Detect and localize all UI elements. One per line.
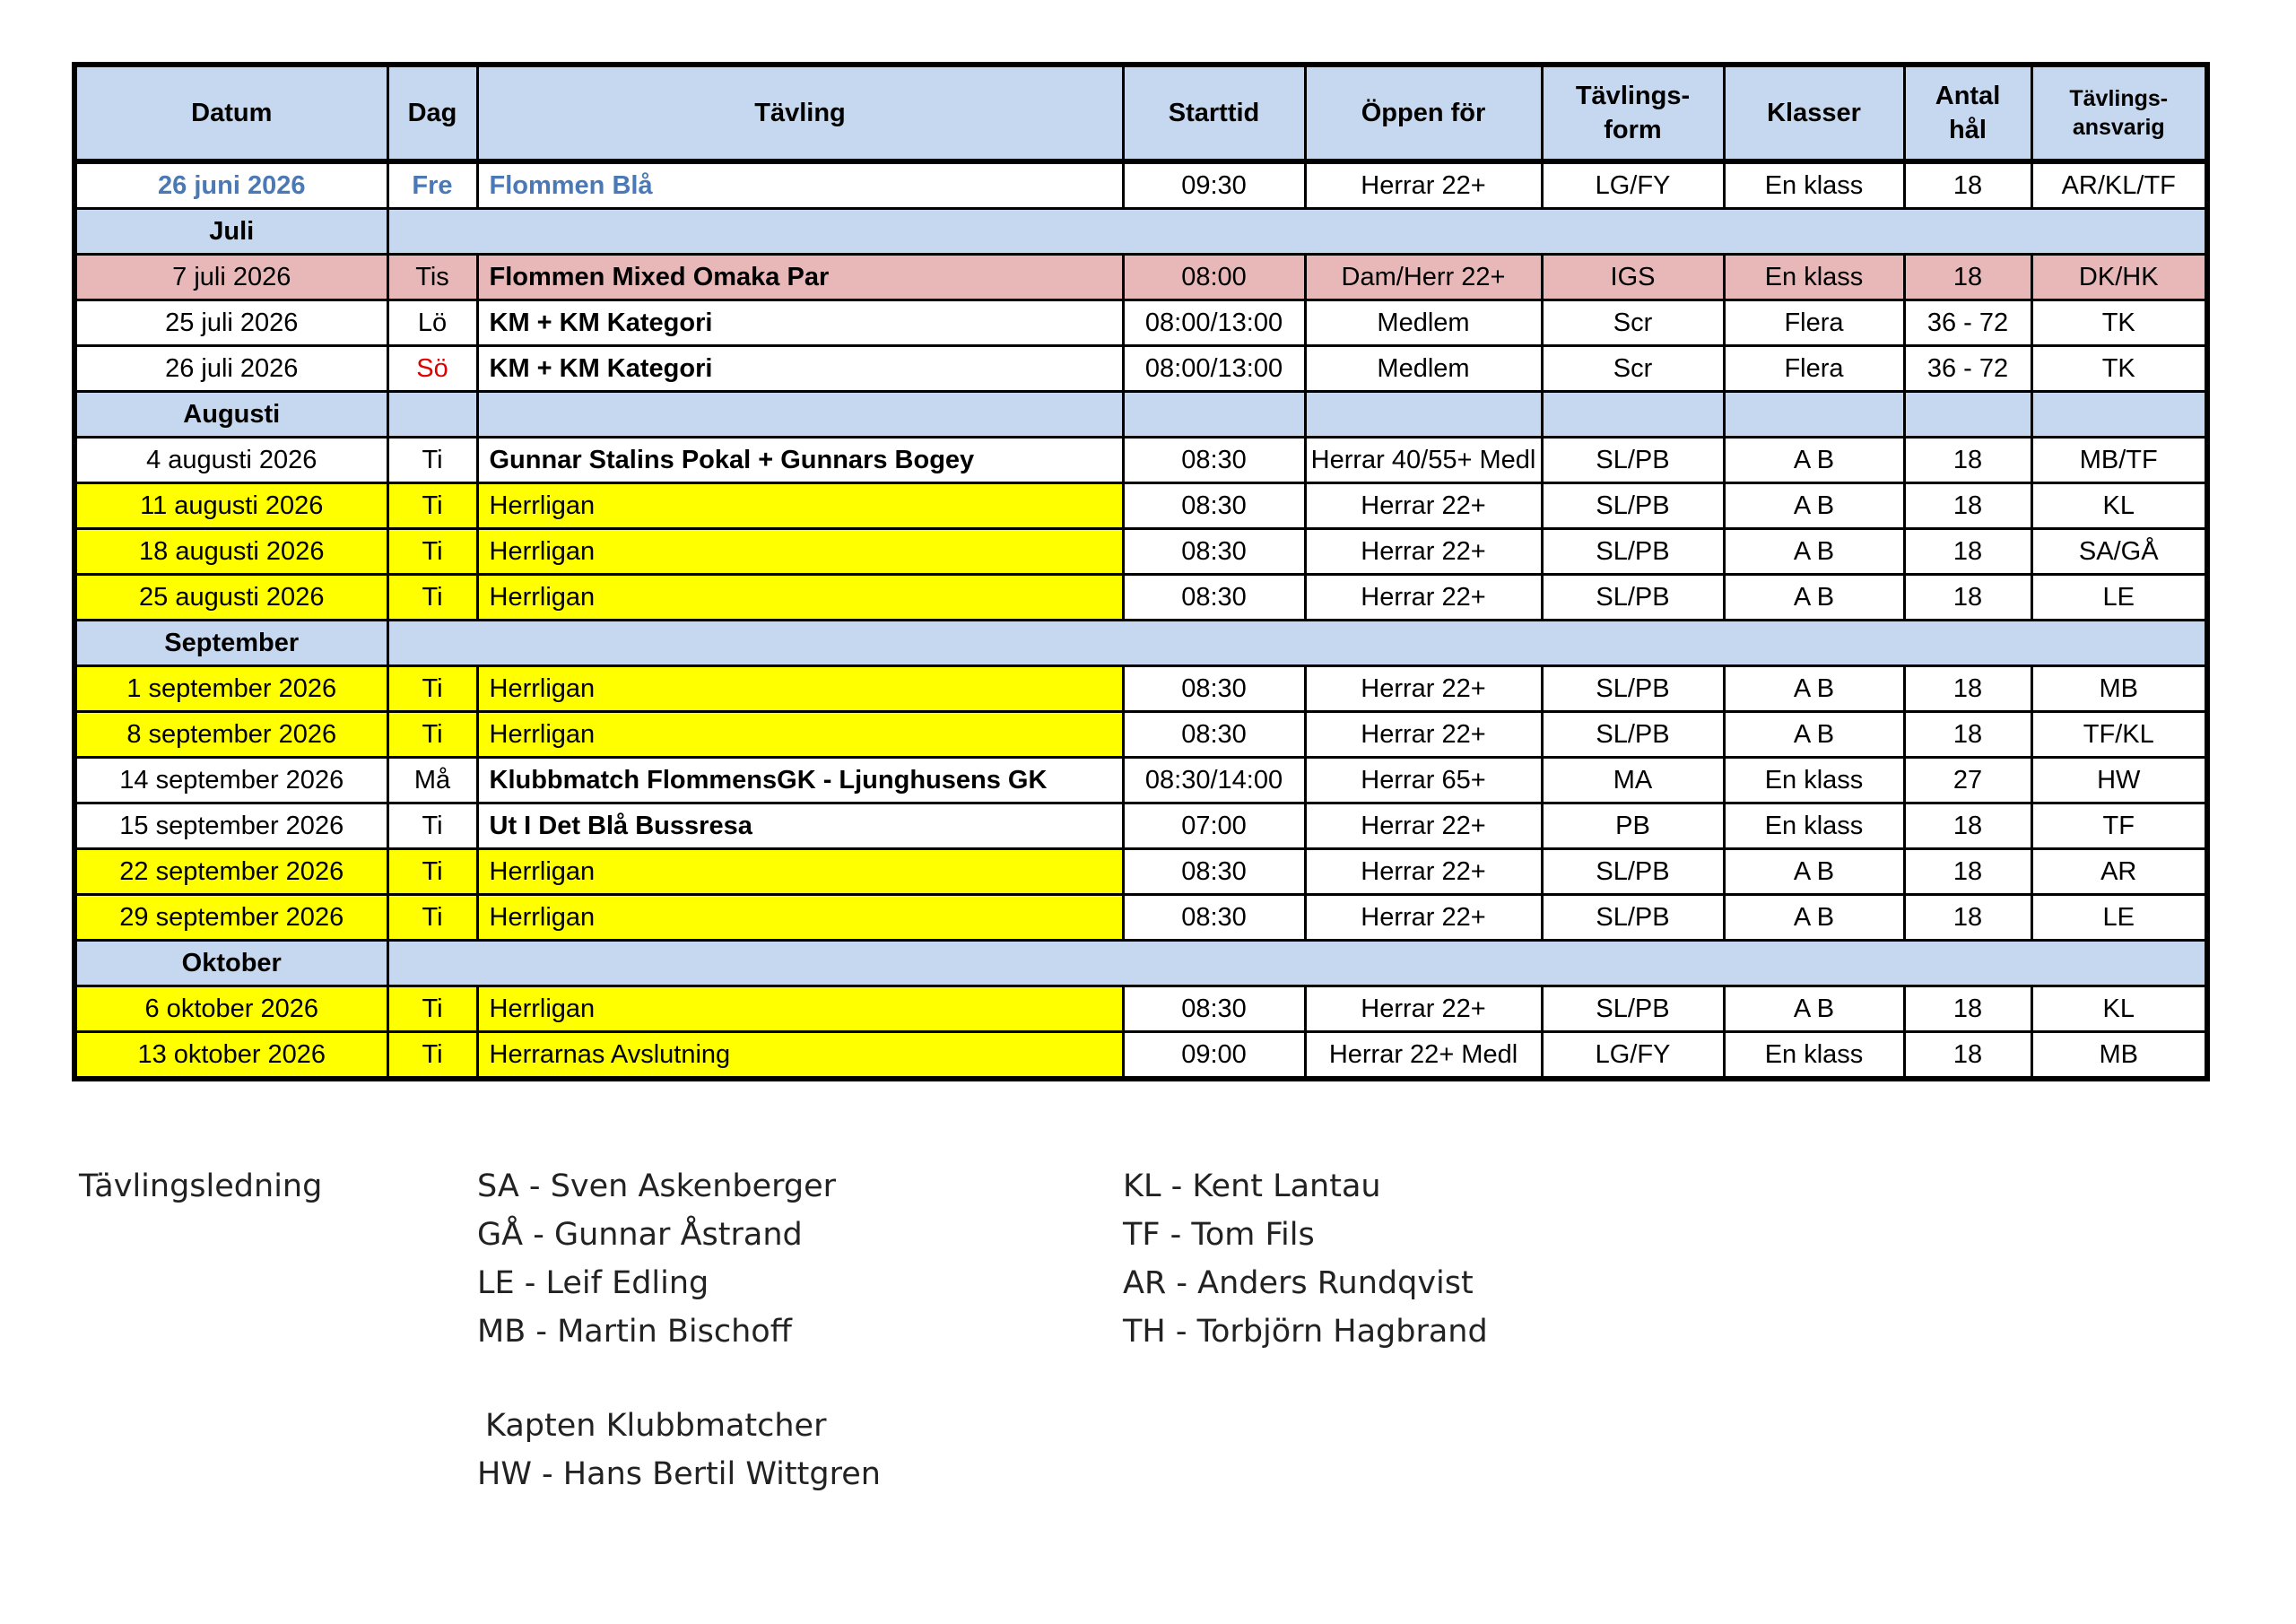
cell-datum: 6 oktober 2026: [74, 986, 387, 1032]
cell-tavlingsansvarig: KL: [2031, 483, 2207, 529]
legend-title: Tävlingsledning: [79, 1168, 323, 1204]
competition-schedule-table: [72, 62, 2210, 1081]
cell-starttid: 08:30/14:00: [1123, 758, 1305, 803]
cell-tavlingsansvarig: LE: [2031, 895, 2207, 941]
cell-tavling: Herrligan: [477, 895, 1123, 941]
cell-tavling: Gunnar Stalins Pokal + Gunnars Bogey: [477, 438, 1123, 483]
cell-antal-hal: 18: [1904, 986, 2031, 1032]
cell-antal-hal: 18: [1904, 575, 2031, 621]
month-label: Augusti: [74, 392, 387, 438]
header-oppen-for: Öppen för: [1305, 65, 1542, 161]
cell-starttid: 09:00: [1123, 1032, 1305, 1080]
cell-oppen-for: Dam/Herr 22+: [1305, 255, 1542, 300]
legend-entry: AR - Anders Rundqvist: [1123, 1265, 1474, 1301]
cell-datum: 4 augusti 2026: [74, 438, 387, 483]
cell-tavlingsform: SL/PB: [1542, 712, 1724, 758]
cell-starttid: 08:30: [1123, 529, 1305, 575]
cell-datum: 11 augusti 2026: [74, 483, 387, 529]
cell-tavlingsansvarig: HW: [2031, 758, 2207, 803]
legend-entry: TF - Tom Fils: [1123, 1217, 1315, 1253]
month-filler: [1724, 392, 1904, 438]
cell-klasser: En klass: [1724, 255, 1904, 300]
cell-klasser: A B: [1724, 483, 1904, 529]
cell-tavlingsform: LG/FY: [1542, 1032, 1724, 1080]
cell-tavling: Herrligan: [477, 575, 1123, 621]
cell-oppen-for: Herrar 22+: [1305, 803, 1542, 849]
cell-oppen-for: Herrar 65+: [1305, 758, 1542, 803]
cell-antal-hal: 18: [1904, 849, 2031, 895]
cell-dag: Ti: [387, 529, 477, 575]
cell-klasser: Flera: [1724, 346, 1904, 392]
month-row: [74, 209, 2207, 255]
cell-klasser: A B: [1724, 712, 1904, 758]
header-tavlingsansvarig: Tävlings- ansvarig: [2031, 65, 2207, 161]
cell-starttid: 09:30: [1123, 161, 1305, 209]
cell-starttid: 08:30: [1123, 849, 1305, 895]
cell-klasser: A B: [1724, 666, 1904, 712]
event-row: [74, 300, 2207, 346]
cell-antal-hal: 27: [1904, 758, 2031, 803]
cell-tavling: Ut I Det Blå Bussresa: [477, 803, 1123, 849]
legend-entry: TH - Torbjörn Hagbrand: [1123, 1314, 1488, 1350]
month-filler: [387, 392, 477, 438]
cell-tavlingsform: IGS: [1542, 255, 1724, 300]
cell-tavlingsform: LG/FY: [1542, 161, 1724, 209]
captain-title: Kapten Klubbmatcher: [485, 1408, 827, 1444]
cell-dag: Ti: [387, 483, 477, 529]
header-tavlingsform: Tävlings- form: [1542, 65, 1724, 161]
cell-oppen-for: Herrar 22+: [1305, 895, 1542, 941]
legend-column-1: [477, 1162, 836, 1356]
cell-antal-hal: 18: [1904, 161, 2031, 209]
month-filler: [1123, 392, 1305, 438]
legend-column-2: [1123, 1162, 1488, 1356]
cell-starttid: 08:00/13:00: [1123, 300, 1305, 346]
cell-datum: 26 juli 2026: [74, 346, 387, 392]
cell-datum: 29 september 2026: [74, 895, 387, 941]
cell-tavlingsform: SL/PB: [1542, 438, 1724, 483]
cell-starttid: 08:00: [1123, 255, 1305, 300]
schedule-body: [74, 161, 2207, 1079]
event-row: [74, 712, 2207, 758]
month-filler: [387, 209, 2207, 255]
header-datum: Datum: [74, 65, 387, 161]
cell-tavlingsansvarig: SA/GÅ: [2031, 529, 2207, 575]
cell-starttid: 08:30: [1123, 895, 1305, 941]
cell-datum: 25 juli 2026: [74, 300, 387, 346]
cell-starttid: 08:30: [1123, 986, 1305, 1032]
cell-tavling: Herrligan: [477, 529, 1123, 575]
cell-klasser: A B: [1724, 986, 1904, 1032]
cell-tavling: Herrligan: [477, 712, 1123, 758]
header-tavling: Tävling: [477, 65, 1123, 161]
cell-oppen-for: Herrar 22+: [1305, 666, 1542, 712]
cell-dag: Ti: [387, 438, 477, 483]
cell-starttid: 07:00: [1123, 803, 1305, 849]
header-dag: Dag: [387, 65, 477, 161]
cell-klasser: A B: [1724, 529, 1904, 575]
cell-oppen-for: Herrar 22+: [1305, 986, 1542, 1032]
cell-tavling: Flommen Blå: [477, 161, 1123, 209]
cell-klasser: A B: [1724, 438, 1904, 483]
legend-entry: SA - Sven Askenberger: [477, 1168, 837, 1204]
cell-tavling: Herrligan: [477, 986, 1123, 1032]
captain-entry: HW - Hans Bertil Wittgren: [477, 1456, 881, 1492]
cell-tavlingsform: SL/PB: [1542, 483, 1724, 529]
cell-tavlingsform: SL/PB: [1542, 529, 1724, 575]
cell-tavling: Klubbmatch FlommensGK - Ljunghusens GK: [477, 758, 1123, 803]
cell-dag: Må: [387, 758, 477, 803]
cell-klasser: A B: [1724, 895, 1904, 941]
cell-starttid: 08:30: [1123, 438, 1305, 483]
cell-datum: 18 augusti 2026: [74, 529, 387, 575]
cell-tavlingsansvarig: MB: [2031, 1032, 2207, 1080]
month-label: Juli: [74, 209, 387, 255]
cell-dag: Ti: [387, 986, 477, 1032]
cell-klasser: En klass: [1724, 803, 1904, 849]
cell-tavlingsansvarig: MB/TF: [2031, 438, 2207, 483]
cell-oppen-for: Herrar 22+: [1305, 161, 1542, 209]
month-filler: [1542, 392, 1724, 438]
cell-starttid: 08:30: [1123, 575, 1305, 621]
cell-dag: Ti: [387, 895, 477, 941]
event-row: [74, 758, 2207, 803]
event-row: [74, 803, 2207, 849]
cell-dag: Sö: [387, 346, 477, 392]
cell-antal-hal: 18: [1904, 529, 2031, 575]
month-row: [74, 941, 2207, 986]
cell-dag: Tis: [387, 255, 477, 300]
cell-dag: Ti: [387, 575, 477, 621]
cell-oppen-for: Herrar 22+: [1305, 575, 1542, 621]
cell-tavlingsansvarig: LE: [2031, 575, 2207, 621]
cell-antal-hal: 18: [1904, 895, 2031, 941]
cell-antal-hal: 18: [1904, 483, 2031, 529]
month-label: Oktober: [74, 941, 387, 986]
legend-entry: LE - Leif Edling: [477, 1265, 709, 1301]
cell-datum: 26 juni 2026: [74, 161, 387, 209]
cell-tavling: Herrarnas Avslutning: [477, 1032, 1123, 1080]
cell-klasser: Flera: [1724, 300, 1904, 346]
cell-starttid: 08:30: [1123, 666, 1305, 712]
cell-tavling: Flommen Mixed Omaka Par: [477, 255, 1123, 300]
cell-datum: 7 juli 2026: [74, 255, 387, 300]
cell-antal-hal: 18: [1904, 712, 2031, 758]
cell-starttid: 08:30: [1123, 483, 1305, 529]
cell-starttid: 08:30: [1123, 712, 1305, 758]
cell-datum: 1 september 2026: [74, 666, 387, 712]
table-header-row: [74, 65, 2207, 161]
cell-tavlingsform: SL/PB: [1542, 986, 1724, 1032]
cell-tavlingsform: MA: [1542, 758, 1724, 803]
cell-oppen-for: Herrar 22+: [1305, 849, 1542, 895]
cell-oppen-for: Herrar 22+ Medl: [1305, 1032, 1542, 1080]
month-row: [74, 621, 2207, 666]
cell-tavlingsansvarig: MB: [2031, 666, 2207, 712]
cell-klasser: En klass: [1724, 161, 1904, 209]
event-row: [74, 986, 2207, 1032]
event-row: [74, 666, 2207, 712]
cell-tavlingsansvarig: KL: [2031, 986, 2207, 1032]
month-row: [74, 392, 2207, 438]
cell-tavling: KM + KM Kategori: [477, 300, 1123, 346]
header-antal-hal: Antal hål: [1904, 65, 2031, 161]
cell-dag: Lö: [387, 300, 477, 346]
cell-tavlingsform: SL/PB: [1542, 666, 1724, 712]
cell-dag: Ti: [387, 803, 477, 849]
cell-klasser: A B: [1724, 849, 1904, 895]
cell-tavlingsform: SL/PB: [1542, 895, 1724, 941]
cell-tavlingsansvarig: TF/KL: [2031, 712, 2207, 758]
cell-tavlingsform: PB: [1542, 803, 1724, 849]
cell-oppen-for: Herrar 22+: [1305, 529, 1542, 575]
cell-antal-hal: 18: [1904, 438, 2031, 483]
cell-tavling: KM + KM Kategori: [477, 346, 1123, 392]
month-label: September: [74, 621, 387, 666]
event-row: [74, 575, 2207, 621]
cell-antal-hal: 36 - 72: [1904, 346, 2031, 392]
event-row: [74, 1032, 2207, 1080]
cell-antal-hal: 18: [1904, 1032, 2031, 1080]
cell-tavlingsform: SL/PB: [1542, 849, 1724, 895]
event-row: [74, 895, 2207, 941]
event-row: [74, 438, 2207, 483]
cell-dag: Fre: [387, 161, 477, 209]
cell-datum: 13 oktober 2026: [74, 1032, 387, 1080]
cell-oppen-for: Medlem: [1305, 300, 1542, 346]
cell-tavling: Herrligan: [477, 849, 1123, 895]
legend-entry: GÅ - Gunnar Åstrand: [477, 1217, 803, 1253]
event-row: [74, 529, 2207, 575]
event-row: [74, 161, 2207, 209]
month-filler: [477, 392, 1123, 438]
cell-tavling: Herrligan: [477, 666, 1123, 712]
cell-datum: 25 augusti 2026: [74, 575, 387, 621]
header-klasser: Klasser: [1724, 65, 1904, 161]
cell-tavlingsansvarig: TK: [2031, 300, 2207, 346]
cell-antal-hal: 18: [1904, 255, 2031, 300]
cell-antal-hal: 36 - 72: [1904, 300, 2031, 346]
cell-tavlingsansvarig: TK: [2031, 346, 2207, 392]
event-row: [74, 346, 2207, 392]
cell-dag: Ti: [387, 1032, 477, 1080]
cell-datum: 8 september 2026: [74, 712, 387, 758]
cell-antal-hal: 18: [1904, 666, 2031, 712]
cell-dag: Ti: [387, 712, 477, 758]
event-row: [74, 849, 2207, 895]
cell-tavlingsansvarig: DK/HK: [2031, 255, 2207, 300]
cell-tavlingsform: Scr: [1542, 346, 1724, 392]
cell-klasser: En klass: [1724, 758, 1904, 803]
cell-tavlingsansvarig: AR/KL/TF: [2031, 161, 2207, 209]
cell-oppen-for: Herrar 22+: [1305, 483, 1542, 529]
cell-oppen-for: Medlem: [1305, 346, 1542, 392]
legend-entry: KL - Kent Lantau: [1123, 1168, 1381, 1204]
cell-oppen-for: Herrar 40/55+ Medl: [1305, 438, 1542, 483]
cell-starttid: 08:00/13:00: [1123, 346, 1305, 392]
cell-dag: Ti: [387, 666, 477, 712]
cell-antal-hal: 18: [1904, 803, 2031, 849]
cell-tavlingsansvarig: TF: [2031, 803, 2207, 849]
month-filler: [387, 621, 2207, 666]
month-filler: [1305, 392, 1542, 438]
legend-entry: MB - Martin Bischoff: [477, 1314, 792, 1350]
cell-klasser: En klass: [1724, 1032, 1904, 1080]
cell-klasser: A B: [1724, 575, 1904, 621]
month-filler: [387, 941, 2207, 986]
cell-tavling: Herrligan: [477, 483, 1123, 529]
cell-tavlingsform: Scr: [1542, 300, 1724, 346]
legend-captain: [477, 1402, 881, 1498]
cell-datum: 15 september 2026: [74, 803, 387, 849]
event-row: [74, 255, 2207, 300]
month-filler: [2031, 392, 2207, 438]
cell-tavlingsansvarig: AR: [2031, 849, 2207, 895]
cell-oppen-for: Herrar 22+: [1305, 712, 1542, 758]
event-row: [74, 483, 2207, 529]
cell-datum: 14 september 2026: [74, 758, 387, 803]
month-filler: [1904, 392, 2031, 438]
cell-datum: 22 september 2026: [74, 849, 387, 895]
cell-tavlingsform: SL/PB: [1542, 575, 1724, 621]
cell-dag: Ti: [387, 849, 477, 895]
header-starttid: Starttid: [1123, 65, 1305, 161]
